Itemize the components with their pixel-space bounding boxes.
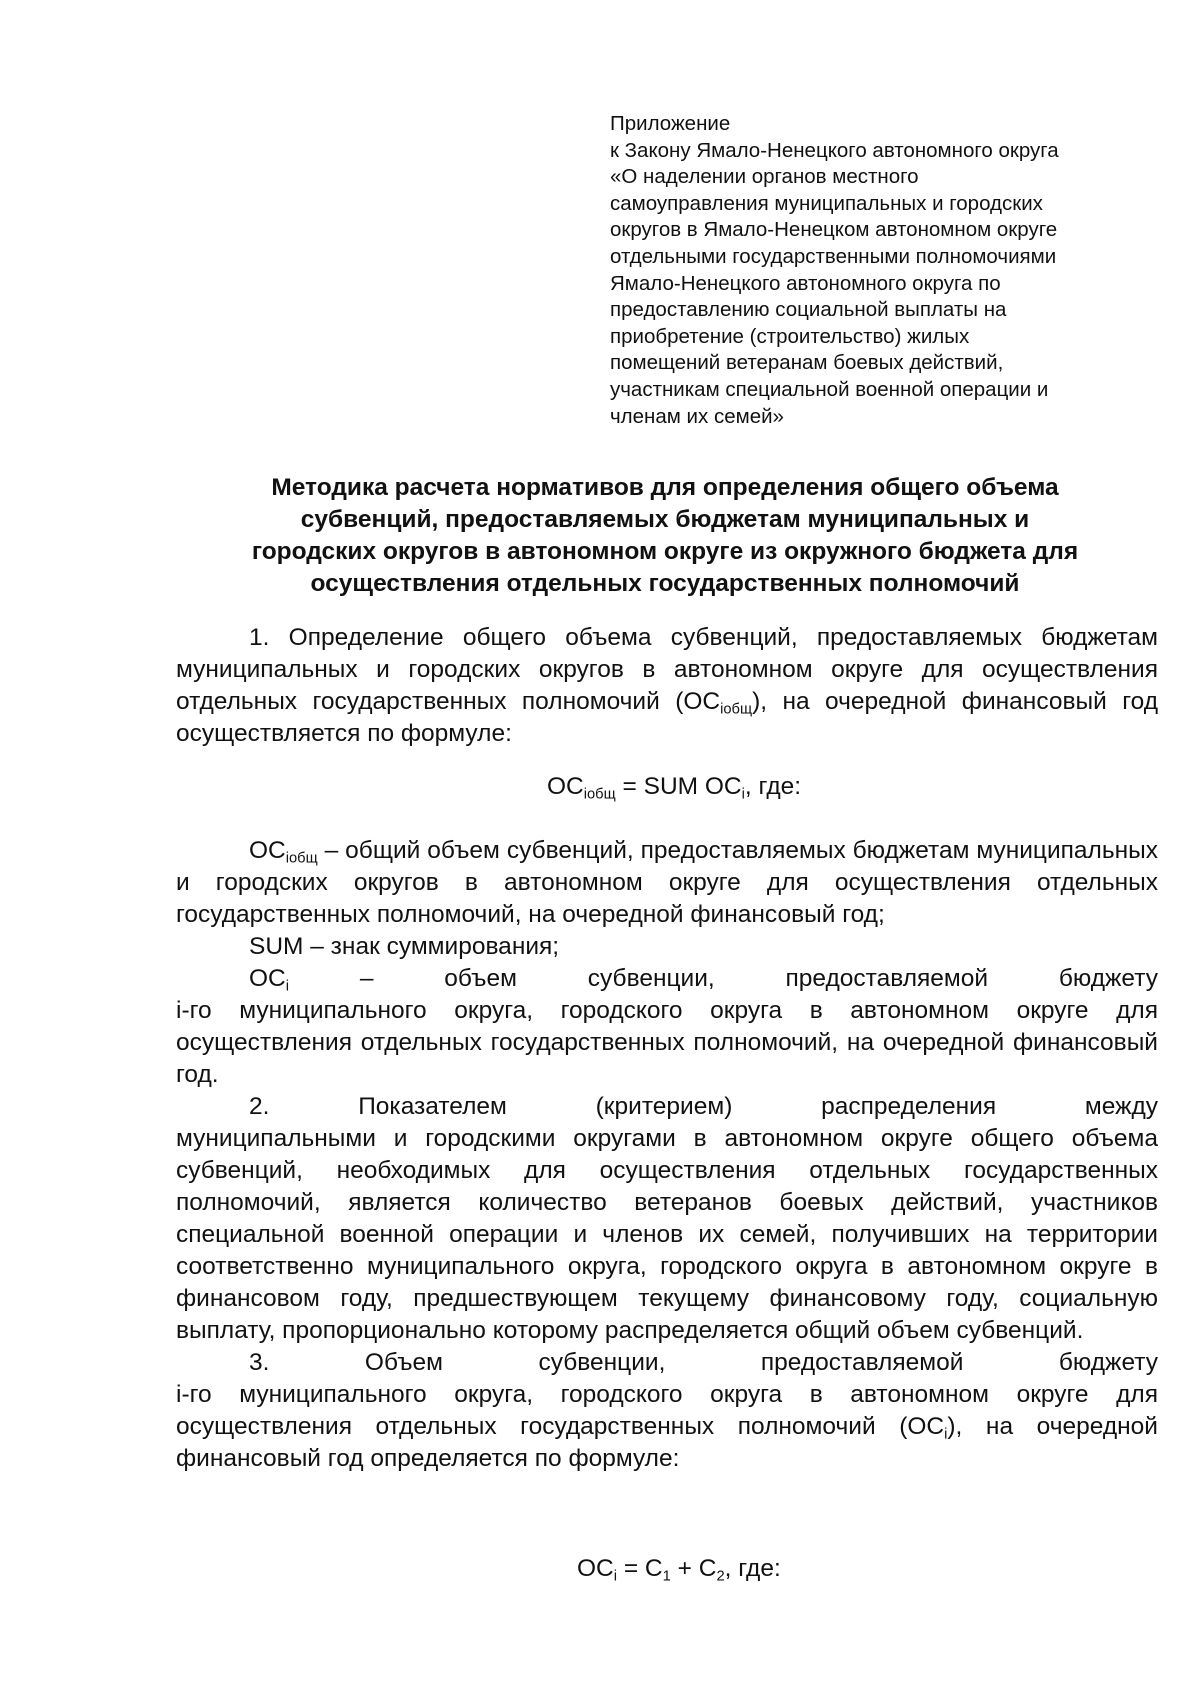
definition-total — [176, 835, 1158, 931]
formula-term: = С — [617, 1555, 663, 1582]
definition-subscript: i — [285, 978, 290, 995]
definition-text: – объем субвенции, предоставляемой бюджету — [289, 965, 1158, 992]
section-3-var: ОС — [907, 1413, 945, 1440]
definition-var: ОС — [249, 837, 286, 864]
formula-total — [547, 771, 801, 803]
appendix-line: Ямало-Ненецкого автономного округа по — [610, 271, 1001, 295]
section-3-body: i-го муниципального округа, городского округа в автономном округе для осуществления отдельных государственных полномочий ( — [176, 1381, 1158, 1440]
formula-tail: , где: — [744, 773, 802, 800]
section-1-paragraph — [176, 622, 1158, 750]
section-2-first-line: 2. Показателем (критерием) распределения между — [249, 1093, 1158, 1120]
section-3-text — [176, 1379, 1158, 1475]
formula-subvention — [577, 1553, 781, 1585]
appendix-line: округов в Ямало-Ненецком автономном округе — [610, 218, 1058, 242]
formula-subscript: 1 — [662, 1568, 671, 1585]
title-line: субвенций, предоставляемых бюджетам муниципальных и — [300, 506, 1030, 533]
definitions-and-sections — [176, 835, 1158, 1475]
section-1-tail: ), на очередной финансовый год осуществляется по формуле: — [176, 688, 1158, 747]
section-3-var-sub: i — [944, 1426, 948, 1443]
section-3-first-line: 3. Объем субвенции, предоставляемой бюджету — [249, 1349, 1158, 1376]
definition-text: – общий объем субвенций, предоставляемых бюджетам муниципальных и городских округов в автономном округе для осуществления отдельных государственных полномочий, на очередной финансовый год; — [176, 837, 1158, 928]
title-line: осуществления отдельных государственных полномочий — [310, 570, 1020, 597]
appendix-line: самоуправления муниципальных и городских — [610, 191, 1043, 215]
appendix-line: «О наделении органов местного — [610, 165, 919, 189]
appendix-line: членам их семей» — [610, 404, 784, 428]
appendix-line: участникам специальной военной операции и — [610, 377, 1049, 401]
section-2-text: муниципальными и городскими округами в автономном округе общего объема субвенций, необходимых для осуществления отдельных государственных полномочий, является количество ветеранов боевых действий, участников специальной военной операции и членов их семей, получивших на территории соответственно муниципального округа, городского округа в автономном округе в финансовом году, предшествующем текущему финансовому году, социальную выплату, пропорционально которому распределяется общий объем субвенций. — [176, 1125, 1158, 1344]
definition-text: SUM – знак суммирования; — [249, 933, 560, 960]
formula-term: ОС — [577, 1555, 614, 1582]
formula-term: ОС — [547, 773, 584, 800]
title-line: городских округов в автономном округе из окружного бюджета для — [251, 538, 1079, 565]
section-1-text: 1. Определение общего объема субвенций, предоставляемых бюджетам муниципальных и городских округов в автономном округе для осуществления отдельных государственных полномочий ( — [176, 624, 1158, 715]
section-1-var-sub: iобщ — [720, 701, 753, 718]
appendix-line: помещений ветеранам боевых действий, — [610, 351, 1004, 375]
formula-subscript: i — [741, 786, 745, 803]
appendix-line: к Закону Ямало-Ненецкого автономного округа — [610, 138, 1059, 162]
appendix-note — [610, 111, 1170, 430]
appendix-line: отдельными государственными полномочиями — [610, 244, 1057, 268]
formula-subscript: i — [613, 1568, 618, 1585]
section-1 — [176, 622, 1158, 750]
definition-oci — [176, 963, 1158, 995]
formula-subscript: 2 — [716, 1568, 725, 1585]
definition-sum — [176, 931, 1158, 963]
title-line: Методика расчета нормативов для определения общего объема — [271, 474, 1059, 501]
formula-tail: , где: — [724, 1555, 781, 1582]
appendix-line: приобретение (строительство) жилых — [610, 324, 970, 348]
formula-subscript: iобщ — [583, 786, 616, 803]
definition-subscript: iобщ — [285, 850, 318, 867]
definition-oci-continued: i-го муниципального округа, городского округа в автономном округе для осуществления отдельных государственных полномочий, на очередной финансовый год. — [176, 997, 1158, 1088]
appendix-line: предоставлению социальной выплаты на — [610, 298, 1007, 322]
formula-term: + С — [670, 1555, 717, 1582]
formula-term: = SUM ОС — [615, 773, 742, 800]
section-3-tail: ), на очередной финансовый год определяется по формуле: — [176, 1413, 1158, 1472]
document-title — [170, 472, 1160, 600]
appendix-line: Приложение — [610, 112, 731, 135]
section-1-var: ОС — [683, 688, 721, 715]
definition-var: ОС — [249, 965, 286, 992]
